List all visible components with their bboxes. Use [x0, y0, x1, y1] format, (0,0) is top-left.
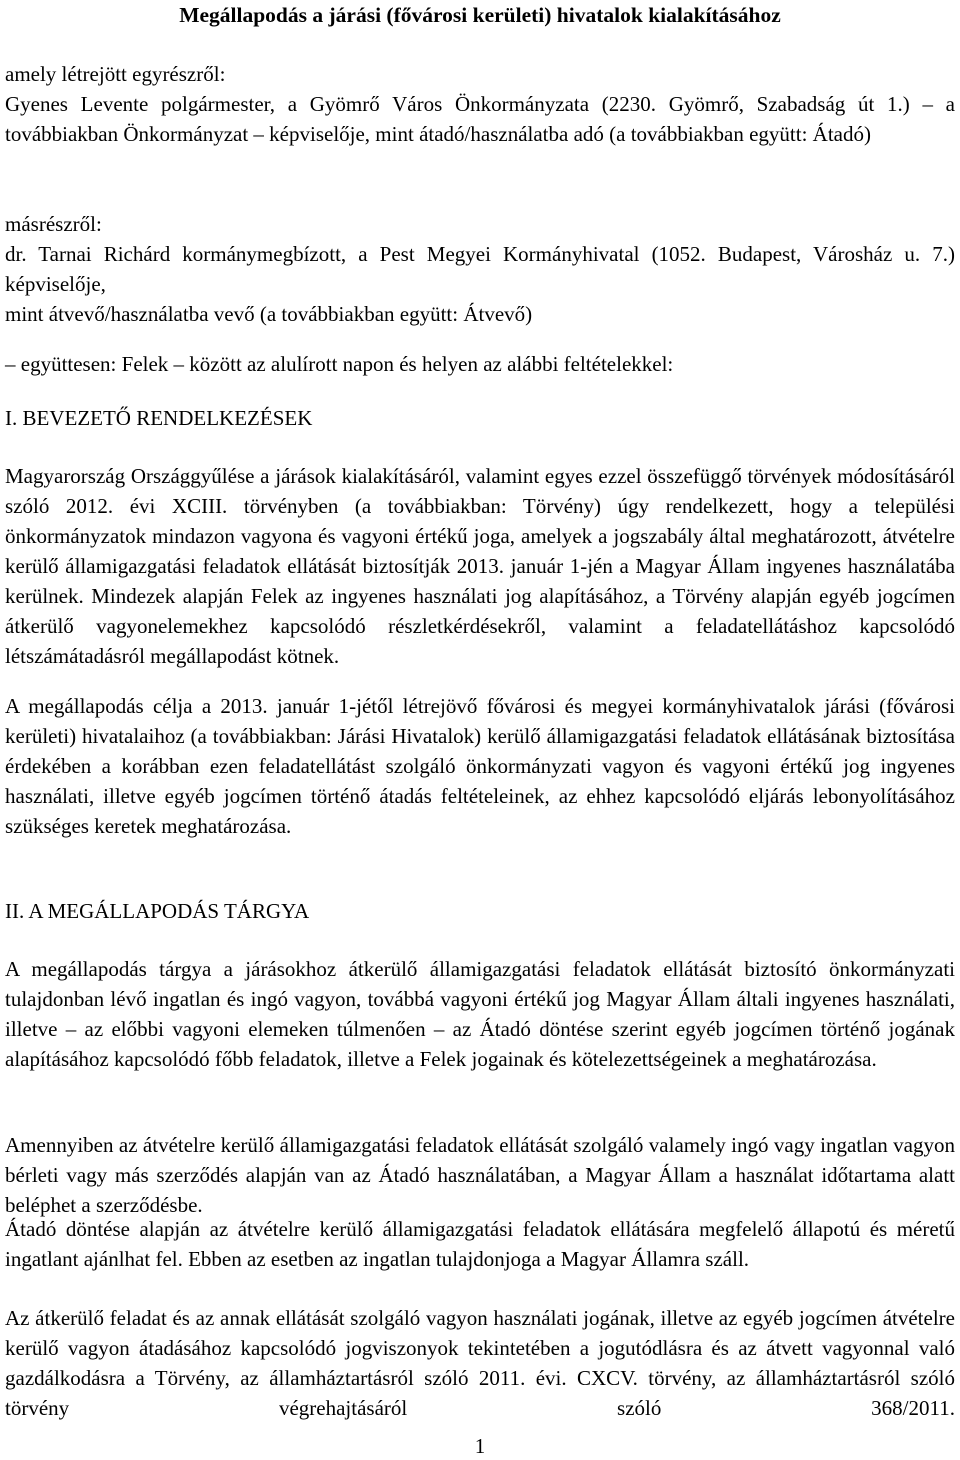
- section1-paragraph-1: Magyarország Országgyűlése a járások kialakításáról, valamint egyes ezzel összefüggő törvények módosításáról szóló 2012. évi XCIII. törvényben (a továbbiakban: Törvény) úgy rendelkezett, hogy a települési önkormányzatok mindazon vagyona és vagyoni értékű joga, amelyek a jogszabály által meghatározott, átvételre kerülő államigazgatási feladatok ellátását biztosítják 2013. január 1-jén a Magyar Állam ingyenes használatába kerülnek. Mindezek alapján Felek az ingyenes használati jog alapításához, a Törvény alapján egyéb jogcímen átkerülő vagyonelemekhez kapcsolódó részletkérdésekről, valamint a feladatellátáshoz kapcsolódó létszámátadásról megállapodást kötnek.: [5, 464, 955, 668]
- section2-paragraph-2: Amennyiben az átvételre kerülő államigazgatási feladatok ellátását szolgáló valamely ingó vagy ingatlan vagyon bérleti vagy más szerződés alapján van az Átadó használatában, a Magyar Állam a használat időtartama alatt beléphet a szerződésbe.: [5, 1133, 955, 1217]
- section2-paragraph-1: A megállapodás tárgya a járásokhoz átkerülő államigazgatási feladatok ellátását biztosító önkormányzati tulajdonban lévő ingatlan és ingó vagyon, továbbá vagyoni értékű jog Magyar Állam általi ingyenes használati, illetve – az előbbi vagyoni elemeken túlmenően – az Átadó döntése szerint egyéb jogcímen történő jogának alapításához kapcsolódó főbb feladatok, illetve a Felek jogainak és kötelezettségeinek a meghatározása.: [5, 957, 955, 1071]
- party1-text: Gyenes Levente polgármester, a Gyömrő Város Önkormányzata (2230. Gyömrő, Szabadság út 1.) – a továbbiakban Önkormányzat – képviselője, mint átadó/használatba adó (a továbbiakban együtt: Átadó): [5, 92, 955, 146]
- parties-together: – együttesen: Felek – között az alulírott napon és helyen az alábbi feltételekkel:: [5, 352, 674, 376]
- section2-paragraph-3: Átadó döntése alapján az átvételre kerülő államigazgatási feladatok ellátására megfelelő állapotú és méretű ingatlant ajánlhat fel. Ebben az esetben az ingatlan tulajdonjoga a Magyar Államra száll.: [5, 1217, 955, 1271]
- section1-paragraph-2: A megállapodás célja a 2013. január 1-jétől létrejövő fővárosi és megyei kormányhivatalok járási (fővárosi kerületi) hivatalaihoz (a továbbiakban: Járási Hivatalok) kerülő államigazgatási feladatok ellátásának biztosítása érdekében a korábban ezen feladatellátást szolgáló önkormányzati vagyon és vagyoni értékű jog ingyenes használati, illetve egyéb jogcímen történő átadás feltételeinek, az ehhez kapcsolódó eljárás lebonyolításához szükséges keretek meghatározása.: [5, 694, 955, 838]
- page-number: 1: [474, 1434, 486, 1458]
- party2-intro: másrészről:: [5, 212, 102, 236]
- party2-text-2: mint átvevő/használatba vevő (a továbbiakban együtt: Átvevő): [5, 302, 533, 326]
- party1-intro: amely létrejött egyrészről:: [5, 62, 226, 86]
- section2-paragraph-4: Az átkerülő feladat és az annak ellátását szolgáló vagyon használati jogának, illetve az egyéb jogcímen átvételre kerülő vagyon átadásához kapcsolódó jogviszonyok tekintetében a jogutódlásra és az átvett vagyonnal való gazdálkodásra a Törvény, az államháztartásról szóló 2011. évi. CXCV. törvény, az államháztartásról szóló törvény végrehajtásáról szóló 368/2011.: [5, 1306, 955, 1420]
- document-title: Megállapodás a járási (fővárosi kerületi) hivatalok kialakításához: [179, 3, 781, 27]
- section2-heading: II. A MEGÁLLAPODÁS TÁRGYA: [5, 899, 310, 923]
- section1-heading: I. BEVEZETŐ RENDELKEZÉSEK: [5, 406, 313, 430]
- party2-text: dr. Tarnai Richárd kormánymegbízott, a Pest Megyei Kormányhivatal (1052. Budapest, Városház u. 7.) képviselője,: [5, 242, 955, 296]
